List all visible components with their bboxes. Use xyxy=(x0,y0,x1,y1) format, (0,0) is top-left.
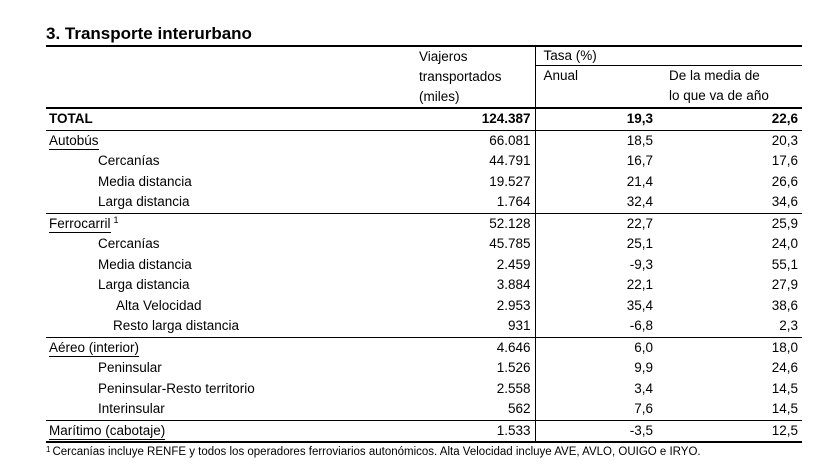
header-anual xyxy=(535,66,657,109)
cell-media: 12,5 xyxy=(657,420,802,442)
header-viajeros-line3: (miles) xyxy=(419,89,460,104)
cell-anual: 9,9 xyxy=(634,360,653,376)
table-row xyxy=(46,213,802,234)
cell-viajeros: 1.533 xyxy=(415,420,535,442)
table-row xyxy=(46,358,802,379)
cell-anual: 16,7 xyxy=(626,153,653,169)
row-label xyxy=(46,172,415,193)
row-label-text: Peninsular xyxy=(98,360,162,376)
footnote-ref: 1 xyxy=(113,214,119,225)
cell-viajeros: 4.646 xyxy=(415,337,535,358)
cell-media: 38,6 xyxy=(771,297,799,313)
transport-table xyxy=(46,45,802,443)
cell-anual: 22,1 xyxy=(626,277,653,293)
group-label xyxy=(49,340,139,357)
footnote-mark: 1 xyxy=(46,445,51,454)
cell-viajeros: 1.526 xyxy=(415,358,535,379)
row-label xyxy=(46,213,415,234)
table-row xyxy=(46,316,802,337)
table-row xyxy=(46,151,802,172)
cell-viajeros: 3.884 xyxy=(415,275,535,296)
cell-anual: -3,5 xyxy=(535,420,657,442)
table-row xyxy=(46,420,802,442)
group-label: Ferrocarril xyxy=(49,215,111,231)
row-label-text: Media distancia xyxy=(98,173,192,189)
row-label-text: Larga distancia xyxy=(98,277,190,293)
cell-viajeros: 19.527 xyxy=(415,172,535,193)
cell-media: 18,0 xyxy=(657,337,802,358)
row-label xyxy=(46,275,415,296)
cell-viajeros: 45.785 xyxy=(415,234,535,255)
row-label xyxy=(46,130,415,151)
row-label xyxy=(46,192,415,213)
table-row xyxy=(46,255,802,276)
cell-viajeros: 2.558 xyxy=(415,379,535,400)
cell-viajeros: 2.459 xyxy=(415,255,535,276)
row-label-text: Larga distancia xyxy=(98,194,190,210)
cell-anual: 25,1 xyxy=(626,236,653,252)
group-label: Marítimo (cabotaje) xyxy=(49,422,166,438)
cell-viajeros: 124.387 xyxy=(415,108,535,130)
header-tasa: Tasa (%) xyxy=(535,46,802,66)
row-label xyxy=(46,255,415,276)
cell-anual: 35,4 xyxy=(626,297,653,313)
section-title: 3. Transporte interurbano xyxy=(46,24,252,43)
cell-media: 14,5 xyxy=(771,401,799,417)
footnote-text: Cercanías incluye RENFE y todos los operadores ferroviarios autonómicos. Alta Velocidad incluye AVE, AVLO, OUIGO e IRYO. xyxy=(52,446,701,458)
cell-media: 26,6 xyxy=(771,173,799,189)
group-label: Autobús xyxy=(49,132,99,148)
cell-media: 55,1 xyxy=(771,256,799,272)
table-body xyxy=(46,108,802,442)
cell-media: 25,9 xyxy=(657,213,802,234)
cell-anual: 6,0 xyxy=(535,337,657,358)
cell-anual: -9,3 xyxy=(629,256,653,272)
row-label xyxy=(46,296,415,317)
cell-viajeros: 562 xyxy=(415,399,535,420)
table-row xyxy=(46,399,802,420)
cell-anual: 32,4 xyxy=(626,194,653,210)
cell-anual: -6,8 xyxy=(629,318,653,334)
row-label-text: Peninsular-Resto territorio xyxy=(98,380,255,396)
row-label-text: TOTAL xyxy=(49,111,93,127)
table-row xyxy=(46,275,802,296)
row-label xyxy=(46,358,415,379)
row-label xyxy=(46,420,415,442)
cell-media: 27,9 xyxy=(771,277,799,293)
cell-anual: 19,3 xyxy=(535,108,657,130)
row-label-text: Media distancia xyxy=(98,256,192,272)
cell-media: 14,5 xyxy=(771,380,799,396)
row-label xyxy=(46,151,415,172)
cell-media: 20,3 xyxy=(657,130,802,151)
header-viajeros-line1: Viajeros xyxy=(419,49,468,64)
cell-viajeros: 52.128 xyxy=(415,213,535,234)
row-label-text: Cercanías xyxy=(98,153,160,169)
cell-media: 24,0 xyxy=(771,236,799,252)
row-label-text: Alta Velocidad xyxy=(116,297,202,313)
header-media-line2: lo que va de año xyxy=(669,88,769,103)
cell-media: 24,6 xyxy=(771,360,799,376)
cell-viajeros: 2.953 xyxy=(415,296,535,317)
cell-media: 22,6 xyxy=(657,108,802,130)
table-row xyxy=(46,296,802,317)
table-row xyxy=(46,192,802,213)
cell-media: 34,6 xyxy=(771,194,799,210)
table-header xyxy=(46,46,802,108)
group-label-main: Aéreo xyxy=(49,339,86,355)
cell-anual: 21,4 xyxy=(626,173,653,189)
table-row xyxy=(46,130,802,151)
cell-viajeros: 1.764 xyxy=(415,192,535,213)
table-row xyxy=(46,108,802,130)
cell-anual: 3,4 xyxy=(634,380,653,396)
row-label xyxy=(46,337,415,358)
table-row xyxy=(46,234,802,255)
transport-section xyxy=(46,23,802,460)
row-label xyxy=(46,108,415,130)
row-label xyxy=(46,234,415,255)
header-viajeros xyxy=(415,46,535,108)
header-anual-label: Anual xyxy=(543,68,579,83)
row-label-text: Interinsular xyxy=(98,401,165,417)
header-media xyxy=(657,66,802,109)
row-label-text: Cercanías xyxy=(98,236,160,252)
footnote xyxy=(46,444,802,460)
group-label-rest: (interior) xyxy=(85,339,140,355)
cell-anual: 18,5 xyxy=(535,130,657,151)
cell-anual: 22,7 xyxy=(535,213,657,234)
cell-viajeros: 66.081 xyxy=(415,130,535,151)
header-media-line1: De la media de xyxy=(669,68,760,83)
row-label xyxy=(46,399,415,420)
cell-media: 17,6 xyxy=(771,153,799,169)
row-label-text: Resto larga distancia xyxy=(113,318,240,334)
row-label xyxy=(46,316,415,337)
cell-viajeros: 44.791 xyxy=(415,151,535,172)
table-row xyxy=(46,337,802,358)
table-row xyxy=(46,172,802,193)
table-row xyxy=(46,379,802,400)
cell-anual: 7,6 xyxy=(634,401,653,417)
header-label-blank xyxy=(46,46,415,108)
row-label xyxy=(46,379,415,400)
header-viajeros-line2: transportados xyxy=(419,69,502,84)
cell-media: 2,3 xyxy=(779,318,799,334)
cell-viajeros: 931 xyxy=(415,316,535,337)
